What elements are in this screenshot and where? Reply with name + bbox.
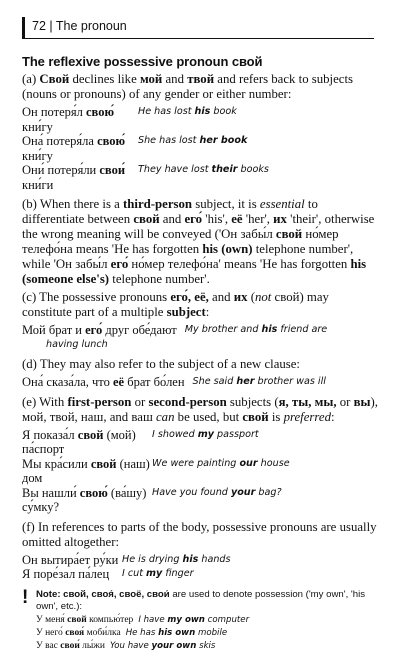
header-rule xyxy=(22,38,374,39)
exclamation-icon: ! xyxy=(22,586,29,608)
section-title: The pronoun xyxy=(55,19,127,33)
page-number: 72 xyxy=(32,19,46,33)
examples-a xyxy=(22,105,380,192)
section-heading: The reflexive possessive pronoun свой xyxy=(22,54,263,69)
example-row: Он потеря́л свою́ кни́гу He has lost his book xyxy=(22,105,237,134)
paragraph-d: (d) They may also refer to the subject of a new clause: xyxy=(22,357,300,371)
note-text: Note: свой, своя́, своё, свои́ are used to denote possession ('my own', 'his own', etc.): xyxy=(36,588,365,612)
note-row: У него́ своя́ моби́лка He has his own mobile xyxy=(36,627,228,638)
example-row: Она́ потеря́ла свою́ кни́гу She has lost her book xyxy=(22,134,248,163)
header-text: 72 | The pronoun xyxy=(32,19,127,33)
paragraph-b: (b) When there is a third-person subject, it is essential to differentiate between свой and его́ 'his', её 'her', их 'their', otherwise the wrong meaning will be conveyed ('Он забы́л свой но́мер телефо́на means 'He has forgotten his (own) telephone number', while 'Он забы́л его́ но́мер телефо́на' means 'He has forgotten his (someone else's) telephone number'. xyxy=(22,197,375,286)
paragraph-e: (e) With first-person or second-person subjects (я, ты, мы, or вы), мой, твой, наш, and ваш can be used, but свой is preferred: xyxy=(22,394,378,424)
header-bar xyxy=(22,17,25,39)
example-c: Мой брат и его́ друг обе́дают My brother and his friend are having lunch xyxy=(22,323,328,350)
note-box xyxy=(22,586,380,652)
examples-f xyxy=(22,553,380,582)
example-row: Вы нашли́ свою́ (ва́шу) су́мку? Have you found your bag? xyxy=(22,485,282,514)
note-row: У меня́ свой компью́тер I have my own computer xyxy=(36,614,250,625)
examples-e xyxy=(22,428,380,515)
paragraph-f: (f) In references to parts of the body, possessive pronouns are usually omitted altogether: xyxy=(22,519,377,549)
paragraph-c: (c) The possessive pronouns его́, её, and их (not свой) may constitute part of a multiple subject: xyxy=(22,290,329,319)
example-row: Мы кра́сили свой (наш) дом We were painting our house xyxy=(22,456,290,485)
example-row: Они́ потеря́ли свои́ кни́ги They have lost their books xyxy=(22,163,269,192)
example-d: Она́ сказа́ла, что её брат бо́лен She said her brother was ill xyxy=(22,375,326,389)
example-row: Я показа́л свой (мой) па́спорт I showed my passport xyxy=(22,427,259,456)
note-row: У вас свои́ лы́жи You have your own skis xyxy=(36,640,216,651)
paragraph-a: (a) Свой declines like мой and твой and refers back to subjects (nouns or pronouns) of any gender or either number: xyxy=(22,72,354,101)
running-header xyxy=(22,14,380,40)
example-row: Он вытира́ет ру́ки He is drying his hands xyxy=(22,552,231,567)
page xyxy=(22,14,380,652)
example-row: Я поре́зал па́лец I cut my finger xyxy=(22,567,194,581)
